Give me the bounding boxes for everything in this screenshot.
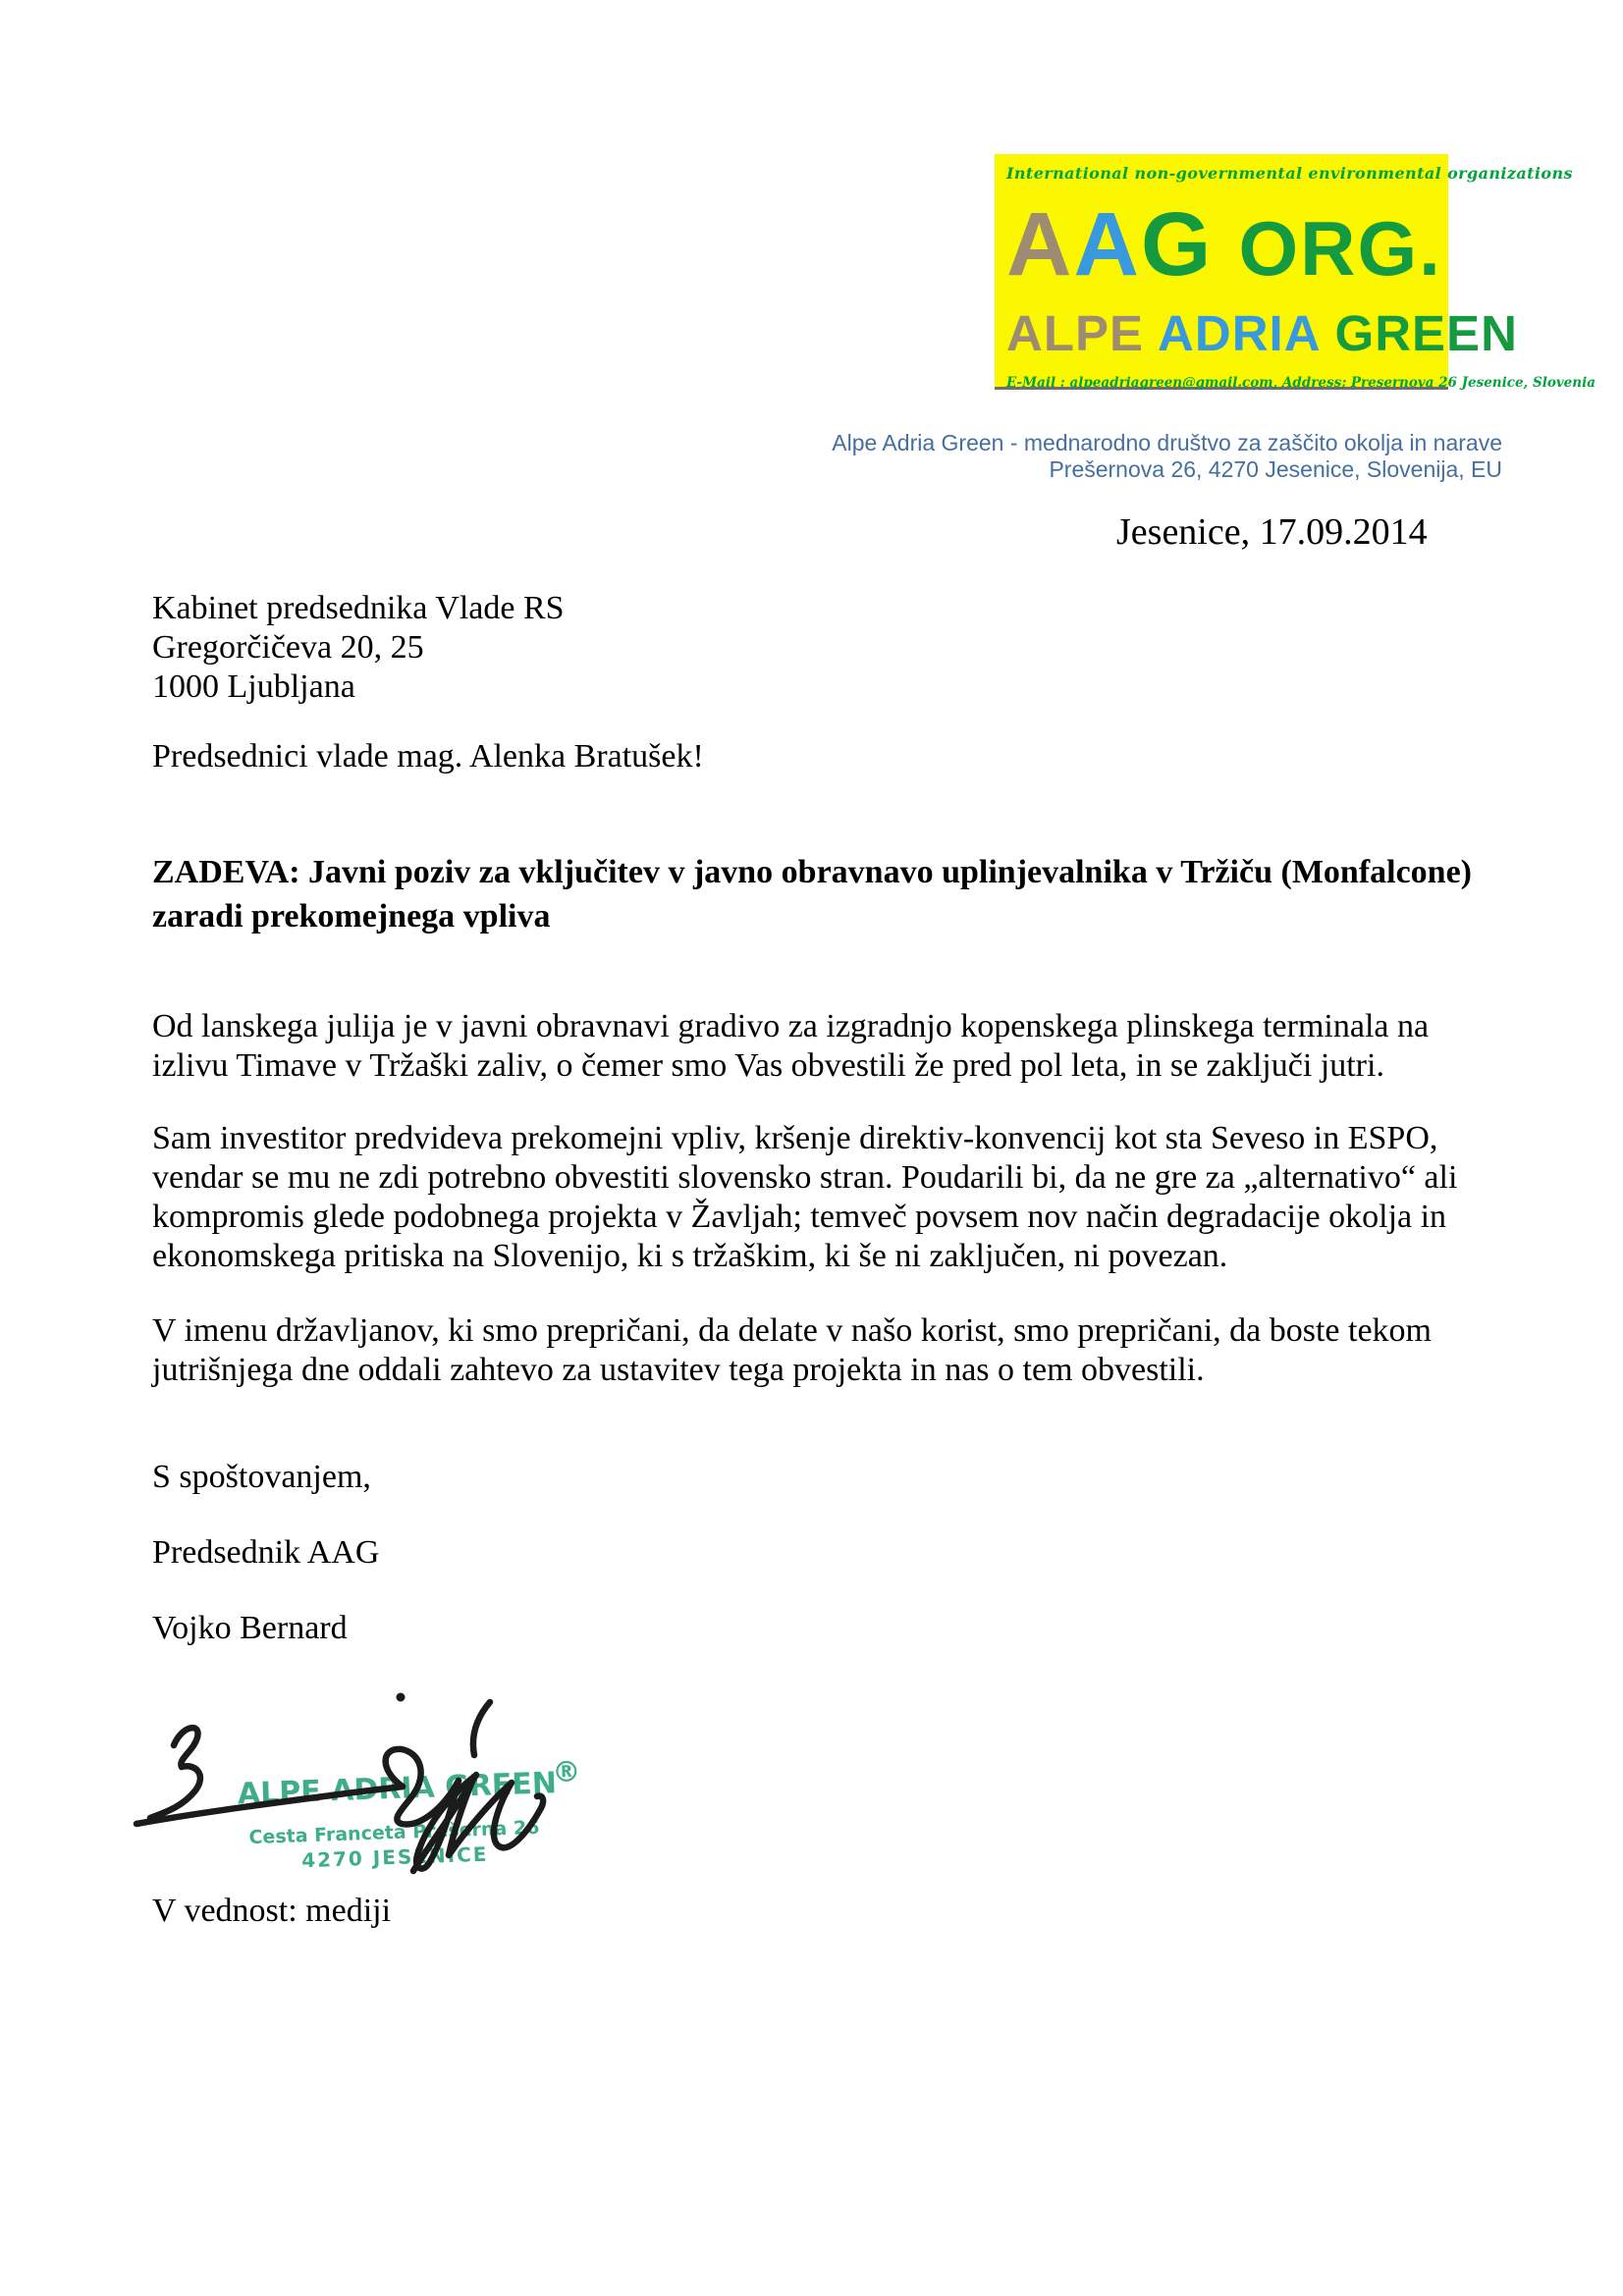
stamp-org-name: ALPE ADRIA GREEN ®	[237, 1754, 581, 1812]
logo-org-text: ORG.	[1238, 205, 1442, 292]
logo-email-line: E-Mail : alpeadriagreen@gmail.com, Address; Presernova 26 Jesenice, Slovenia	[1006, 375, 1596, 391]
text-line: izlivu Timave v Tržaški zaliv, o čemer smo Vas obvestili že pred pol leta, in se zaključi jutri.	[152, 1047, 1384, 1084]
logo-letter-g: G	[1140, 194, 1214, 294]
logo-word-green: GREEN	[1334, 305, 1518, 361]
logo-letter-a2: A	[1073, 194, 1141, 294]
text-line: Od lanskega julija je v javni obravnavi gradivo za izgradnjo kopenskega plinskega terminala na	[152, 1008, 1430, 1044]
body-paragraph-3	[152, 1311, 1432, 1390]
text-line: Kabinet predsednika Vlade RS	[152, 590, 565, 626]
header-address	[832, 430, 1502, 483]
text-line: V imenu državljanov, ki smo prepričani, da delate v našo korist, smo prepričani, da boste tekom	[152, 1312, 1432, 1349]
text-line: ekonomskega pritiska na Slovenijo, ki s tržaškim, ki še ni zaključen, ni povezan.	[152, 1238, 1228, 1274]
registered-trademark-icon: ®	[551, 1754, 581, 1789]
text-line: 1000 Ljubljana	[152, 668, 355, 705]
text-line: Sam investitor predvideva prekomejni vpliv, kršenje direktiv-konvencij kot sta Seveso in ESPO,	[152, 1120, 1438, 1156]
text-line: vendar se mu ne zdi potrebno obvestiti slovensko stran. Poudarili bi, da ne gre za „alternativo“ ali	[152, 1159, 1458, 1196]
date-line: Jesenice, 17.09.2014	[1116, 511, 1428, 553]
logo-letter-a1: A	[1006, 194, 1074, 294]
body-paragraph-2	[152, 1119, 1457, 1276]
header-address-line: Prešernova 26, 4270 Jesenice, Slovenija, EU	[1049, 456, 1502, 482]
cc-line: V vednost: mediji	[152, 1893, 392, 1929]
stamp-street-line: Cesta Franceta Prešerna 26	[248, 1816, 540, 1849]
salutation-line: Predsednici vlade mag. Alenka Bratušek!	[152, 738, 704, 774]
logo-name	[1006, 305, 1518, 361]
stamp-city-line: 4270 JESENICE	[300, 1842, 489, 1873]
header-org-line: Alpe Adria Green - mednarodno društvo za zaščito okolja in narave	[832, 430, 1502, 455]
text-line: jutrišnjega dne oddali zahtevo za ustavitev tega projekta in nas o tem obvestili.	[152, 1352, 1205, 1388]
logo-word-alpe: ALPE	[1006, 305, 1145, 361]
logo-tagline: International non-governmental environmental organizations	[1006, 164, 1573, 183]
closing-regards: S spoštovanjem,	[152, 1459, 371, 1495]
closing-name: Vojko Bernard	[152, 1610, 348, 1646]
closing-role: Predsednik AAG	[152, 1534, 380, 1571]
aag-logo	[995, 154, 1596, 391]
subject-block	[152, 850, 1472, 938]
recipient-block	[152, 589, 565, 707]
text-line: zaradi prekomejnega vpliva	[152, 898, 551, 934]
text-line: kompromis glede podobnega projekta v Žavljah; temveč povsem nov način degradacije okolja in	[152, 1199, 1447, 1235]
text-line: Gregorčičeva 20, 25	[152, 629, 424, 666]
logo-word-adria: ADRIA	[1158, 305, 1322, 361]
body-paragraph-1	[152, 1007, 1429, 1086]
text-line: ZADEVA: Javni poziv za vključitev v javno obravnavo uplinjevalnika v Tržiču (Monfalcone)	[152, 854, 1472, 890]
logo-acronym	[1006, 194, 1442, 294]
